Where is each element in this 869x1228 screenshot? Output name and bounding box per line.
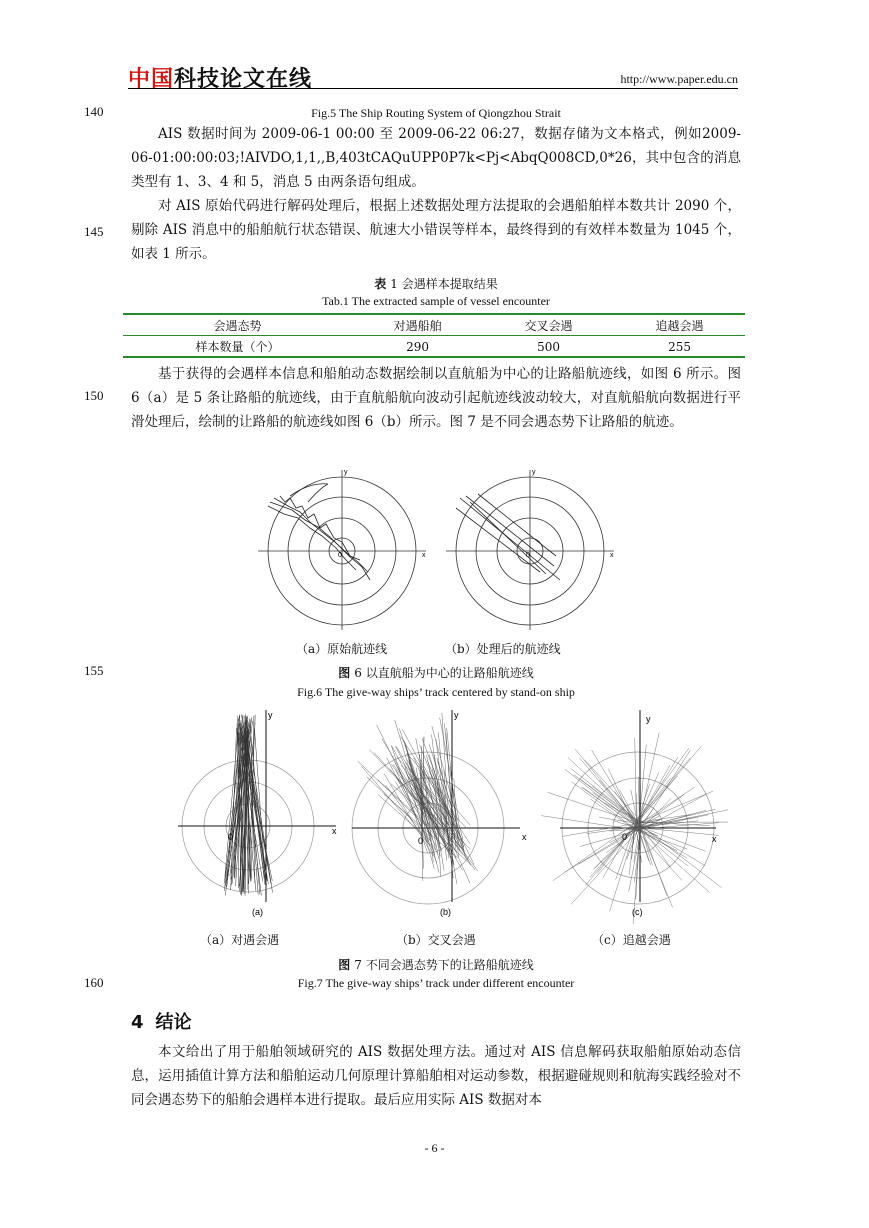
track-line	[575, 749, 637, 824]
table-cell: 样本数量（个）	[123, 336, 352, 358]
logo-red-text: 中国	[128, 67, 175, 92]
table1	[123, 313, 745, 358]
paragraph-conclusion: 本文给出了用于船舶领域研究的 AIS 数据处理方法。通过对 AIS 信息解码获取船舶原始动态信息，运用插值计算方法和船舶运动几何原理计算船舶相对运动参数，根据避碰规则和航海实践经验对不同会遇态势下的船舶会遇样本进行提取。最后应用实际 AIS 数据对本	[131, 1044, 741, 1108]
fig7-caption-text: 7 不同会遇态势下的让路船航迹线	[354, 958, 534, 972]
section-heading	[131, 1008, 192, 1034]
logo-black-text: 科技论文在线	[174, 67, 313, 92]
fig6-graphic	[250, 462, 630, 634]
track-line	[460, 498, 560, 580]
table-header-cell: 会遇态势	[123, 314, 352, 336]
fig6-caption-label: 图	[338, 666, 351, 680]
fig7-subcaption-c: （c）追越会遇	[592, 933, 671, 947]
track-line	[571, 830, 639, 905]
table1-caption-en: Tab.1 The extracted sample of vessel encounter	[322, 294, 550, 308]
track-line	[245, 732, 271, 885]
track-line	[608, 769, 635, 827]
fig6b-origin-label: 0	[526, 552, 530, 559]
track-line	[635, 823, 705, 865]
fig7c-panel-label: (c)	[632, 907, 643, 917]
track-line	[603, 823, 634, 879]
track-line	[378, 780, 471, 865]
line-number-145: 145	[84, 224, 104, 239]
track-line	[637, 828, 710, 893]
track-line	[280, 496, 360, 560]
fig7-subcaption-a: （a）对遇会遇	[200, 933, 280, 947]
track-line	[640, 826, 652, 866]
section-title: 结论	[155, 1012, 192, 1033]
paragraph-track-description: 基于获得的会遇样本信息和船舶动态数据绘制以直航船为中心的让路船航迹线，如图 6 所示。图 6（a）是 5 条让路船的航迹线，由于直航船航向波动引起航迹线波动较大，对直航船航向数据进行平滑处理后，绘制的让路船的航迹线如图 6（b）所示。图 7 是不同会遇态势下让路船的航迹。	[131, 366, 741, 430]
track-line	[640, 822, 667, 895]
table-header-cell: 追越会遇	[614, 314, 745, 336]
paragraph-ais-time: AIS 数据时间为 2009-06-1 00:00 至 2009-06-22 06:27，数据存储为文本格式，例如2009-06-01:00:00:03;!AIVDO,1,1,,B,403tCAQuUPP0P7k<Pj<AbqQ008CD,0*26，其中包含的消息类型有 1、3、4 和 5，消息 5 由两条语句组成。	[131, 126, 741, 190]
fig6-caption-en: Fig.6 The give-way ships’ track centered by stand-on ship	[297, 685, 575, 699]
table1-caption-text: 1 会遇样本提取结果	[390, 277, 498, 291]
track-line	[638, 765, 670, 822]
table1-caption-cn	[131, 275, 741, 292]
track-line	[640, 829, 688, 866]
fig7c-x-label: x	[712, 834, 717, 844]
fig6a-y-label: y	[344, 469, 348, 476]
fig7c-y-label: y	[646, 714, 651, 724]
fig7b-panel-label: (b)	[440, 907, 451, 917]
fig7-tracks-crossing	[358, 713, 478, 884]
line-number-155: 155	[84, 663, 104, 678]
fig7-subcaption-b: （b）交叉会遇	[396, 933, 476, 947]
fig7a-panel-label: (a)	[252, 907, 263, 917]
track-line	[565, 769, 639, 827]
table-cell: 290	[352, 336, 483, 358]
track-line	[466, 496, 554, 566]
track-line	[456, 508, 540, 572]
fig7a-x-label: x	[332, 826, 337, 836]
header-url[interactable]: http://www.paper.edu.cn	[620, 72, 738, 86]
table-header-cell: 交叉会遇	[483, 314, 614, 336]
fig6-caption-cn	[131, 664, 741, 681]
fig7-caption-label: 图	[338, 958, 351, 972]
fig7-caption-cn	[131, 956, 741, 973]
track-line	[270, 502, 370, 580]
section-number: 4	[131, 1012, 144, 1033]
table-header-row	[123, 314, 745, 336]
fig6-caption-text: 6 以直航船为中心的让路船航迹线	[354, 666, 534, 680]
fig7a-origin-label: 0	[228, 832, 234, 842]
track-line	[638, 822, 710, 826]
fig7b-origin-label: 0	[418, 836, 424, 846]
track-line	[568, 758, 641, 825]
table-row	[123, 336, 745, 358]
line-number-150: 150	[84, 388, 104, 403]
line-number-160: 160	[84, 975, 104, 990]
body-paragraph-conclusion	[131, 1040, 741, 1112]
fig7-graphic	[176, 706, 728, 924]
paragraph-decoding: 对 AIS 原始代码进行解码处理后，根据上述数据处理方法提取的会遇船舶样本数共计 2090 个，剔除 AIS 消息中的船舶航行状态错误、航速大小错误等样本，最终得到的有效样本数量为 1045 个，如表 1 所示。	[131, 198, 741, 262]
table1-grid	[123, 313, 745, 358]
track-line	[593, 792, 640, 825]
fig6-subcaption-a: （a）原始航迹线	[296, 642, 388, 656]
fig6a-x-label: x	[422, 552, 426, 559]
track-line	[290, 484, 328, 496]
body-paragraph-fig6	[131, 362, 741, 434]
fig7b-y-label: y	[454, 710, 459, 720]
track-line	[640, 807, 728, 828]
header-rule	[128, 88, 738, 89]
table-cell: 255	[614, 336, 745, 358]
fig7b-x-label: x	[522, 832, 527, 842]
track-line	[308, 484, 328, 502]
track-line	[635, 748, 689, 823]
fig7c-origin-label: 0	[622, 832, 628, 842]
table-cell: 500	[483, 336, 614, 358]
track-line	[470, 502, 546, 574]
fig6a-origin-label: 0	[338, 552, 342, 559]
body-paragraphs-top	[131, 122, 741, 266]
page-number: - 6 -	[424, 1141, 445, 1155]
fig7-caption-en: Fig.7 The give-way ships’ track under different encounter	[297, 976, 575, 990]
track-line	[580, 758, 639, 828]
fig6-panel-a	[258, 470, 426, 630]
fig6b-y-label: y	[532, 469, 536, 476]
table-header-cell: 对遇船舶	[352, 314, 483, 336]
fig6-panel-b	[446, 470, 614, 630]
track-line	[387, 758, 431, 846]
track-line	[437, 758, 464, 848]
fig7a-y-label: y	[268, 710, 273, 720]
fig6-subcaption-b: （b）处理后的航迹线	[445, 642, 561, 656]
fig6b-x-label: x	[610, 552, 614, 559]
line-number-140: 140	[84, 104, 104, 119]
fig5-caption-en: Fig.5 The Ship Routing System of Qiongzhou Strait	[311, 106, 561, 120]
table1-caption-label: 表	[374, 277, 387, 291]
fig7-tracks-head-on	[224, 714, 272, 896]
